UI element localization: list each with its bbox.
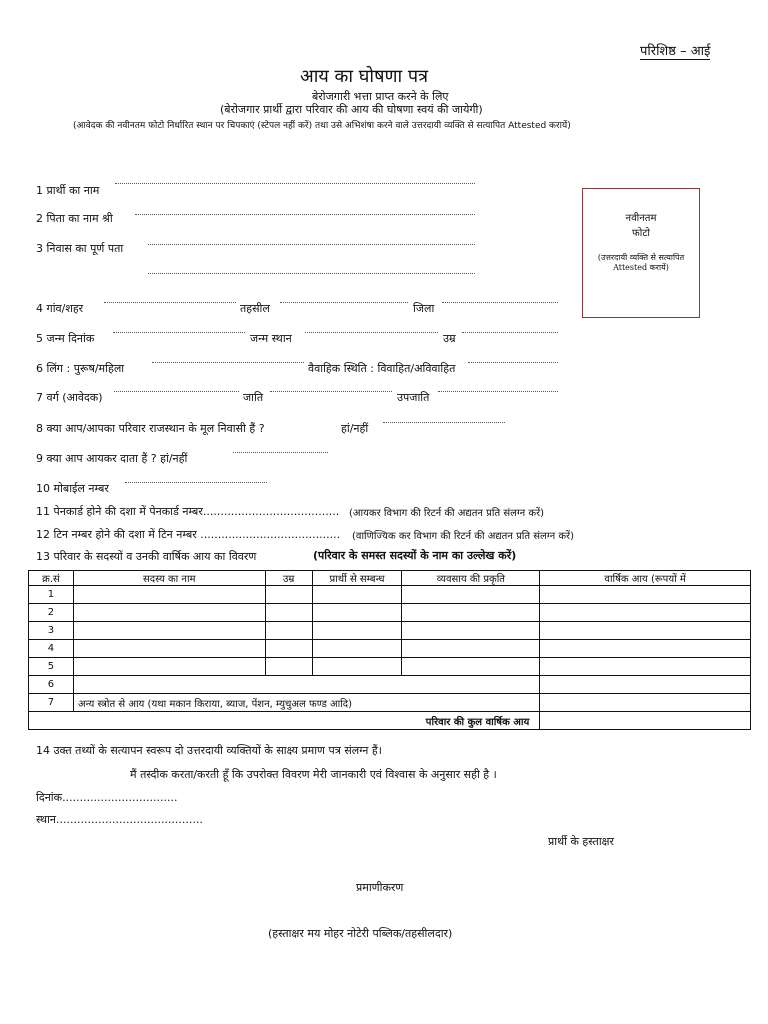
gender-field[interactable]	[152, 362, 304, 363]
caste-field[interactable]	[270, 391, 392, 392]
relation-cell[interactable]	[312, 604, 402, 622]
income-cell[interactable]	[540, 604, 751, 622]
pan-label[interactable]: 11 पेनकार्ड होने की दशा में पेनकार्ड नम्बर.......................................	[36, 505, 340, 518]
table-row	[29, 694, 751, 712]
occupation-cell[interactable]	[402, 586, 540, 604]
family-income-table	[28, 570, 751, 730]
appendix-label: परिशिष्ठ – आई	[640, 44, 711, 59]
native-resident-field[interactable]	[383, 422, 505, 423]
category-label: 7 वर्ग (आवेदक)	[36, 391, 103, 404]
col-occupation-header: व्यवसाय की प्रकृति	[402, 571, 540, 586]
photo-title: नवीनतम	[625, 213, 657, 224]
village-field[interactable]	[104, 302, 236, 303]
total-row	[29, 712, 751, 730]
col-serial-header: क्र.सं	[29, 571, 74, 586]
member-merged-cell[interactable]	[73, 676, 539, 694]
income-cell[interactable]	[540, 658, 751, 676]
photo-title-2: फोटो	[632, 228, 650, 239]
tin-note: (वाणिज्यिक कर विभाग की रिटर्न की अद्यतन प्रति संलग्न करें)	[352, 531, 574, 542]
age-cell[interactable]	[265, 622, 312, 640]
age-cell[interactable]	[265, 640, 312, 658]
father-name-label: 2 पिता का नाम श्री	[36, 212, 113, 225]
relation-cell[interactable]	[312, 658, 402, 676]
address-label: 3 निवास का पूर्ण पता	[36, 242, 124, 255]
occupation-cell[interactable]	[402, 622, 540, 640]
age-cell[interactable]	[265, 586, 312, 604]
notary-signature-label: (हस्ताक्षर मय मोहर नोटेरी पब्लिक/तहसीलदार)	[268, 927, 453, 940]
page-subtitle: बेरोजगारी भत्ता प्राप्त करने के लिए	[312, 90, 449, 103]
dob-label: 5 जन्म दिनांक	[36, 332, 95, 345]
page-title: आय का घोषणा पत्र	[300, 66, 429, 87]
tehsil-label: तहसील	[240, 302, 270, 315]
marital-status-field[interactable]	[468, 362, 558, 363]
photo-instruction: (आवेदक की नवीनतम फोटो निर्धारित स्थान पर चिपकाएं (स्टेपल नहीं करें) तथा उसे अभिशंषा करने वाले उत्तरदायी व्यक्ति से सत्यापित Attested करायें)	[73, 121, 571, 131]
relation-cell[interactable]	[312, 586, 402, 604]
address-field-line2[interactable]	[148, 273, 475, 274]
applicant-signature-label: प्रार्थी के हस्ताक्षर	[548, 835, 615, 848]
mobile-field[interactable]	[125, 482, 267, 483]
occupation-cell[interactable]	[402, 604, 540, 622]
other-income-cell[interactable]	[540, 694, 751, 712]
gender-label[interactable]: 6 लिंग : पुरूष/महिला	[36, 362, 125, 375]
photo-note: (उत्तरदायी व्यक्ति से सत्यापित Attested करायें)	[597, 253, 685, 272]
income-cell[interactable]	[540, 622, 751, 640]
age-cell[interactable]	[265, 658, 312, 676]
other-income-label: अन्य स्त्रोत से आय (यथा मकान किराया, ब्याज, पेंशन, म्युचुअल फण्ड आदि)	[73, 694, 539, 712]
photo-box[interactable]	[582, 188, 700, 318]
income-cell[interactable]	[540, 676, 751, 694]
tehsil-field[interactable]	[280, 302, 408, 303]
member-name-cell[interactable]	[73, 586, 265, 604]
age-cell[interactable]	[265, 604, 312, 622]
birthplace-field[interactable]	[305, 332, 438, 333]
attestation-note: 14 उक्त तथ्यों के सत्यापन स्वरूप दो उत्तरदायी व्यक्तियों के साक्ष्य प्रमाण पत्र संलग्न हैं।	[36, 744, 382, 757]
birthplace-label: जन्म स्थान	[250, 332, 292, 345]
district-label: जिला	[413, 302, 435, 315]
certification-heading: प्रमाणीकरण	[356, 881, 404, 894]
occupation-cell[interactable]	[402, 658, 540, 676]
declaration-text: मैं तस्दीक करता/करती हूँ कि उपरोक्त विवरण मेरी जानकारी एवं विश्वास के अनुसार सही है ।	[130, 768, 497, 781]
age-label: उम्र	[443, 332, 456, 345]
table-header-row	[29, 571, 751, 586]
caste-label: जाति	[243, 391, 264, 404]
relation-cell[interactable]	[312, 622, 402, 640]
marital-status-label[interactable]: वैवाहिक स्थिति : विवाहित/अविवाहित	[308, 362, 456, 375]
member-name-cell[interactable]	[73, 658, 265, 676]
total-income-label: परिवार की कुल वार्षिक आय	[29, 712, 540, 730]
table-row	[29, 640, 751, 658]
occupation-cell[interactable]	[402, 640, 540, 658]
row-serial: 3	[29, 622, 74, 640]
mobile-label: 10 मोबाईल नम्बर	[36, 482, 109, 495]
income-cell[interactable]	[540, 640, 751, 658]
table-row	[29, 658, 751, 676]
address-field-line1[interactable]	[148, 244, 475, 245]
applicant-name-label: 1 प्रार्थी का नाम	[36, 184, 100, 197]
col-age-header: उम्र	[265, 571, 312, 586]
row-serial: 1	[29, 586, 74, 604]
col-relation-header: प्रार्थी से सम्बन्ध	[312, 571, 402, 586]
tin-label[interactable]: 12 टिन नम्बर होने की दशा में टिन नम्बर ........................................	[36, 528, 341, 541]
subcaste-label: उपजाति	[397, 391, 430, 404]
row-serial: 2	[29, 604, 74, 622]
income-cell[interactable]	[540, 586, 751, 604]
pan-note: (आयकर विभाग की रिटर्न की अद्यतन प्रति संलग्न करें)	[349, 508, 545, 519]
age-field[interactable]	[462, 332, 558, 333]
total-income-cell[interactable]	[540, 712, 751, 730]
col-name-header: सदस्य का नाम	[73, 571, 265, 586]
table-row	[29, 586, 751, 604]
father-name-field[interactable]	[135, 214, 475, 215]
applicant-name-field[interactable]	[115, 183, 475, 184]
native-resident-label: 8 क्या आप/आपका परिवार राजस्थान के मूल निवासी हैं ?	[36, 422, 265, 435]
relation-cell[interactable]	[312, 640, 402, 658]
table-row	[29, 604, 751, 622]
dob-field[interactable]	[113, 332, 245, 333]
category-field[interactable]	[114, 391, 239, 392]
table-row	[29, 676, 751, 694]
family-income-heading-note: (परिवार के समस्त सदस्यों के नाम का उल्लेख करें)	[313, 549, 517, 562]
table-row	[29, 622, 751, 640]
row-serial: 5	[29, 658, 74, 676]
row-serial: 7	[29, 694, 74, 712]
col-income-header: वार्षिक आय (रूपयों में	[540, 571, 751, 586]
district-field[interactable]	[442, 302, 558, 303]
family-income-heading: 13 परिवार के सदस्यों व उनकी वार्षिक आय का विवरण	[36, 550, 257, 563]
row-serial: 6	[29, 676, 74, 694]
row-serial: 4	[29, 640, 74, 658]
date-field[interactable]: दिनांक.................................	[36, 791, 178, 804]
native-resident-option[interactable]: हां/नहीं	[341, 422, 369, 435]
place-field[interactable]: स्थान..........................................	[36, 813, 203, 826]
income-tax-payer-label[interactable]: 9 क्या आप आयकर दाता हैं ? हां/नहीं	[36, 452, 188, 465]
subcaste-field[interactable]	[438, 391, 558, 392]
member-name-cell[interactable]	[73, 604, 265, 622]
member-name-cell[interactable]	[73, 640, 265, 658]
page-instruction: (बेरोजगार प्रार्थी द्वारा परिवार की आय की घोषणा स्वयं की जायेगी)	[220, 103, 483, 116]
village-label: 4 गांव/शहर	[36, 302, 84, 315]
member-name-cell[interactable]	[73, 622, 265, 640]
income-tax-payer-field[interactable]	[233, 452, 328, 453]
